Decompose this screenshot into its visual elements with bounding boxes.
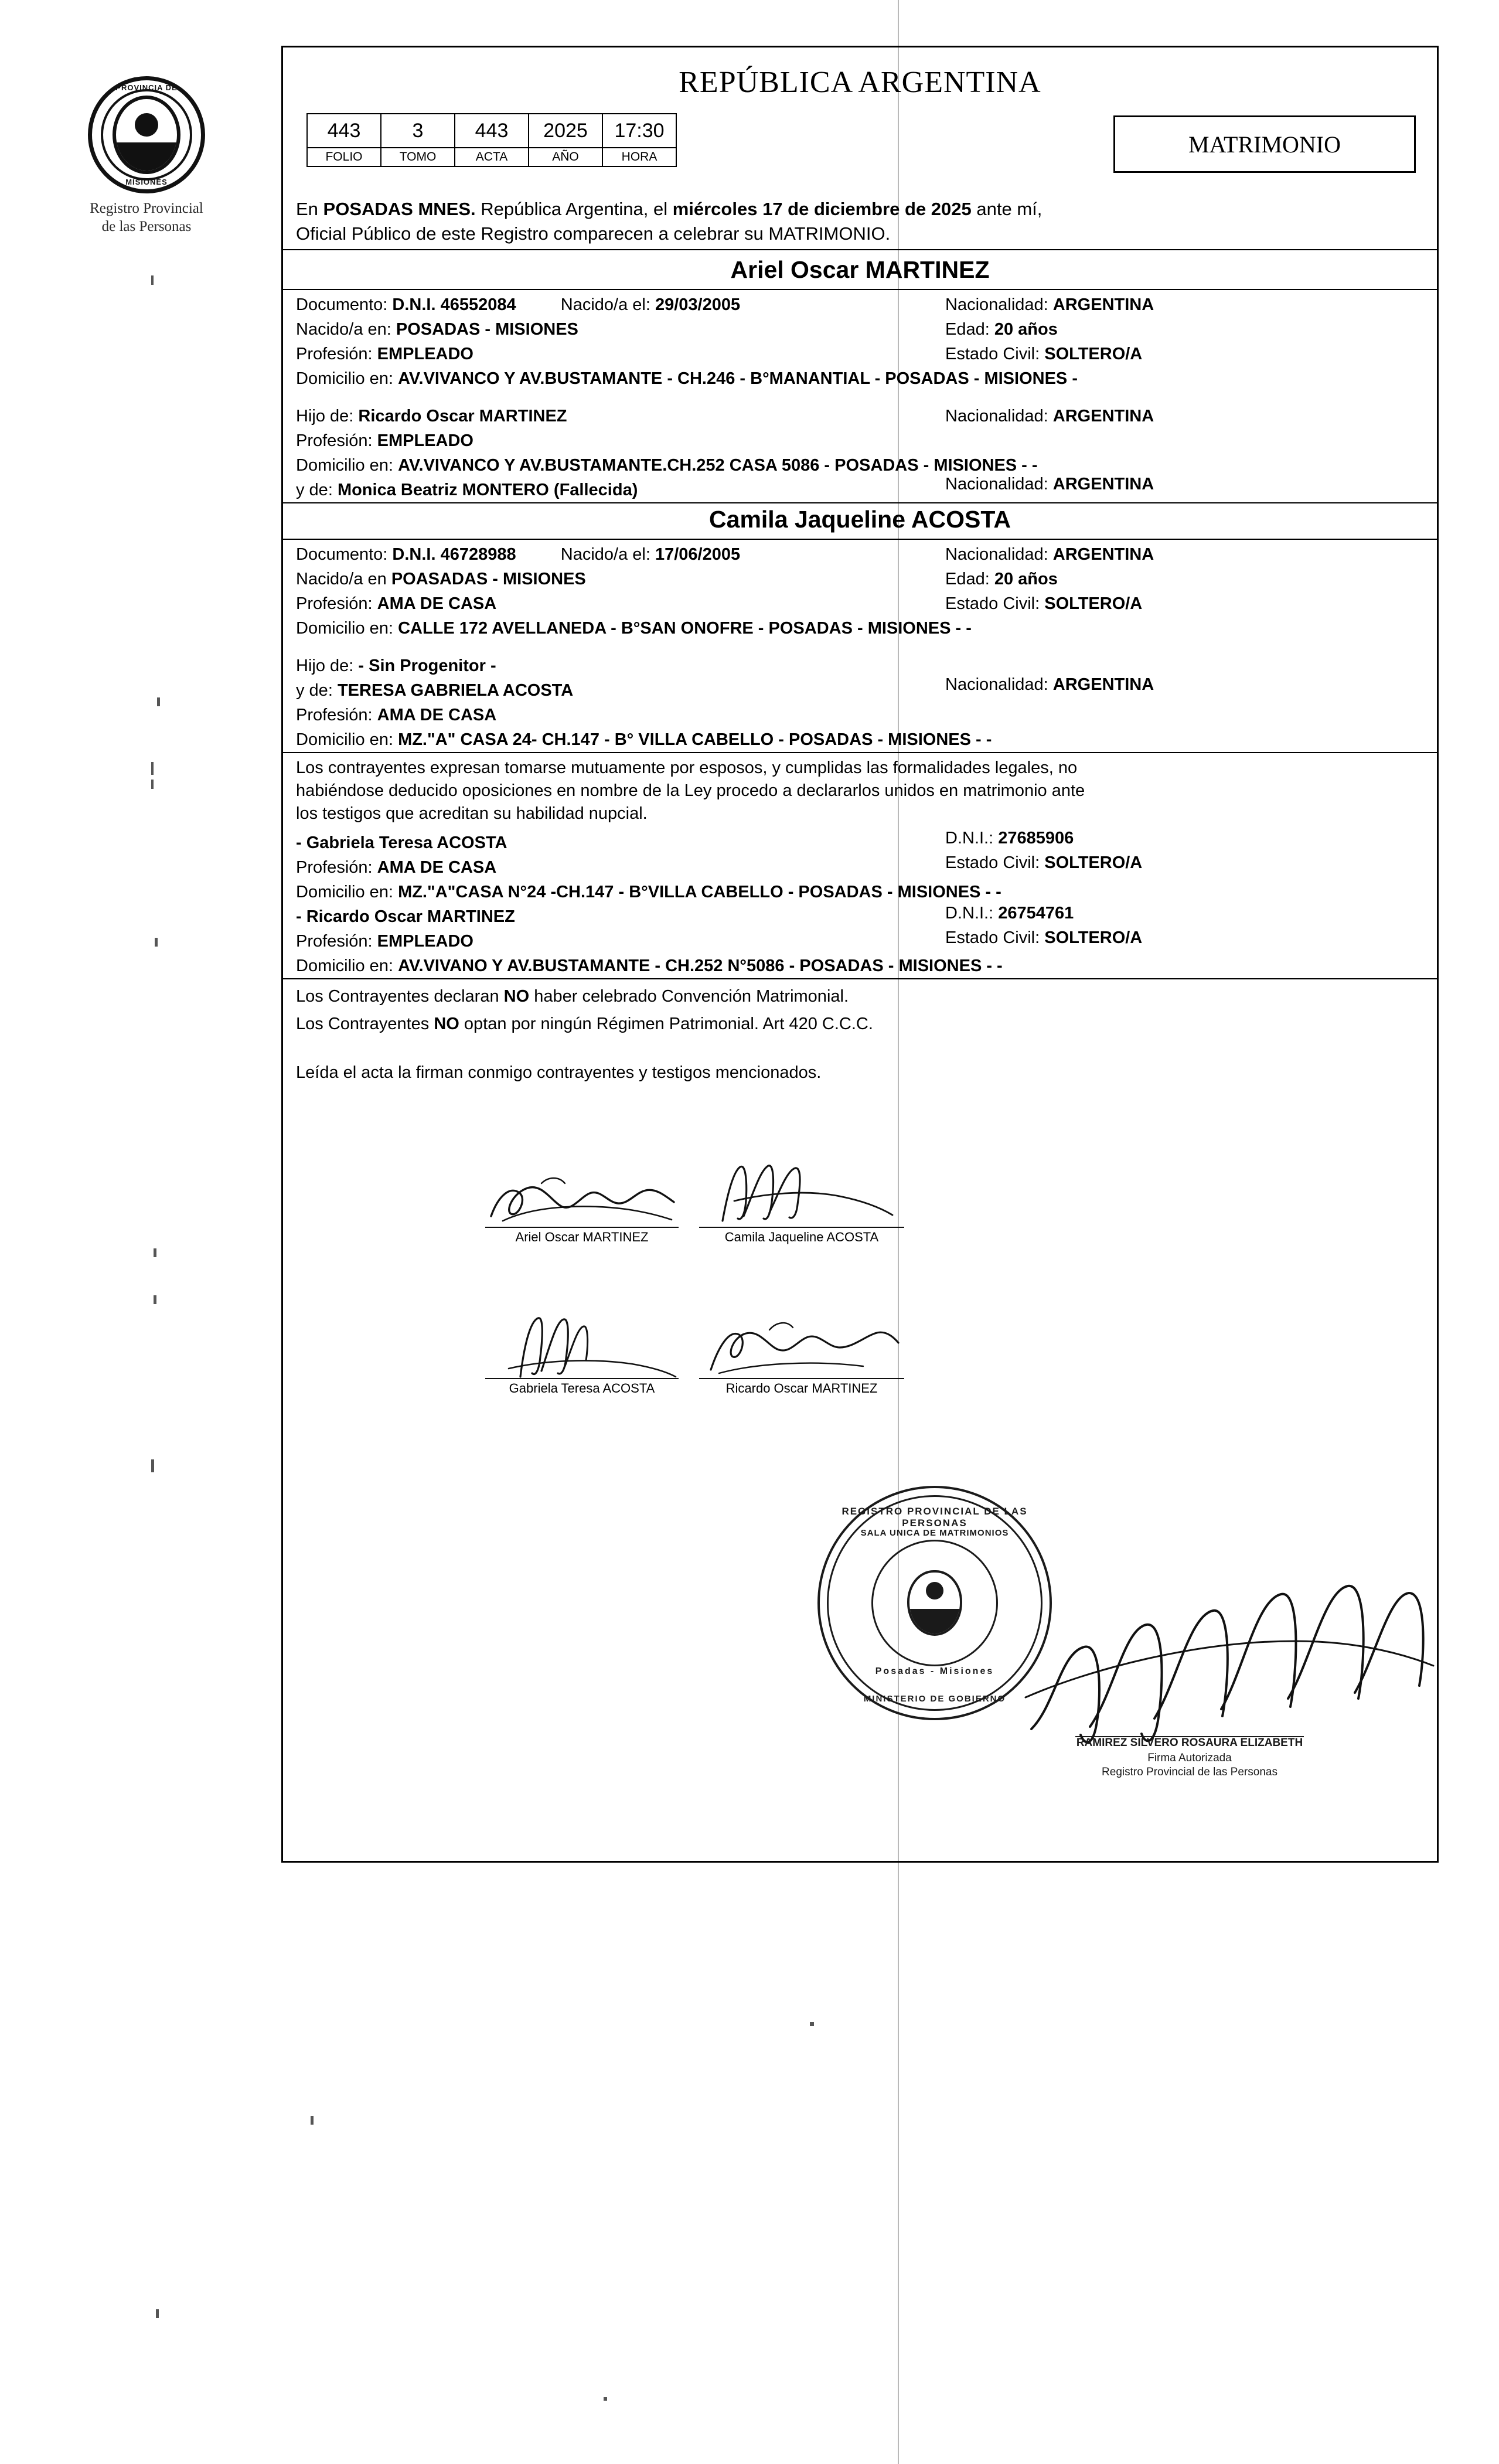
declaration-line-1: Los contrayentes expresan tomarse mutuamente por esposos, y cumplidas las formalidades legales, no <box>296 758 1078 777</box>
meta-anio-label: AÑO <box>529 148 602 166</box>
spouse1-nationality-label: Nacionalidad: <box>945 295 1048 314</box>
witness2-dni-label: D.N.I.: <box>945 904 994 923</box>
spouse2-nationality-row <box>945 543 1154 566</box>
spouse2-mother-address-row <box>296 729 992 751</box>
emblem-caption-line2: de las Personas <box>101 219 192 235</box>
witness2-civil-value: SOLTERO/A <box>1044 928 1143 947</box>
emblem-shield-icon <box>113 96 180 174</box>
spouse1-father-nationality-label: Nacionalidad: <box>945 407 1048 426</box>
intro-mid: República Argentina, el <box>475 199 673 219</box>
spouse2-address-value: CALLE 172 AVELLANEDA - B°SAN ONOFRE - POSADAS - MISIONES - - <box>398 619 972 638</box>
witness1-profession-row <box>296 856 496 879</box>
spouse2-age-row <box>945 568 1058 590</box>
spouse2-address-row <box>296 617 972 639</box>
spouse1-father-address-row <box>296 454 1038 477</box>
section-divider <box>283 539 1437 540</box>
stamp-shield-icon <box>907 1570 962 1636</box>
stamp-inner-top-text: SALA UNICA DE MATRIMONIOS <box>860 1528 1009 1538</box>
scan-speck <box>151 780 154 789</box>
spouse2-profession-row <box>296 593 496 615</box>
spouse2-civil-row <box>945 593 1142 615</box>
stamp-top-text: REGISTRO PROVINCIAL DE LAS PERSONAS <box>842 1506 1028 1529</box>
emblem-band <box>116 142 177 171</box>
intro-line-2: Oficial Público de este Registro comparecen a celebrar su MATRIMONIO. <box>296 223 891 244</box>
spouse2-profession-value: AMA DE CASA <box>377 594 497 613</box>
spouse1-birthplace-value: POSADAS - MISIONES <box>396 320 578 339</box>
emblem-caption-line1: Registro Provincial <box>90 200 203 216</box>
meta-folio-label: FOLIO <box>307 148 381 166</box>
emblem-top-text: PROVINCIA DE <box>115 83 178 92</box>
witness2-civil-row <box>945 927 1142 949</box>
scan-speck <box>810 2022 814 2026</box>
spouse2-civil-label: Estado Civil: <box>945 594 1040 613</box>
scan-speck <box>155 938 158 947</box>
spouse1-father-nationality-row <box>945 405 1154 427</box>
spouse2-age-value: 20 años <box>994 570 1058 588</box>
emblem-sun-icon <box>135 113 158 137</box>
spouse2-mother-label: y de: <box>296 681 333 700</box>
spouse1-age-label: Edad: <box>945 320 990 339</box>
spouse1-father-address-label: Domicilio en: <box>296 456 393 475</box>
signature-ink-witness1 <box>485 1312 679 1383</box>
meta-anio-value: 2025 <box>529 114 602 148</box>
spouse1-mother-label: y de: <box>296 481 333 499</box>
scan-speck <box>154 1295 156 1304</box>
spouse1-mother-nationality-row <box>945 473 1154 495</box>
spouse1-father-address-value: AV.VIVANCO Y AV.BUSTAMANTE.CH.252 CASA 5086 - POSADAS - MISIONES - - <box>398 456 1038 475</box>
witness1-name <box>296 832 507 854</box>
spouse2-father-value: - Sin Progenitor - <box>358 656 496 675</box>
intro-line-1 <box>296 197 1424 222</box>
section-divider <box>283 752 1437 753</box>
spouse1-father-value: Ricardo Oscar MARTINEZ <box>358 407 567 426</box>
spouse2-mother-row <box>296 679 573 702</box>
meta-hora-label: HORA <box>602 148 676 166</box>
spouse1-civil-value: SOLTERO/A <box>1044 345 1143 363</box>
spouse2-mother-address-label: Domicilio en: <box>296 730 393 749</box>
signature-block-witness1 <box>485 1378 679 1396</box>
signature-ink-witness2 <box>699 1317 904 1381</box>
spouse1-address-value: AV.VIVANCO Y AV.BUSTAMANTE - CH.246 - B°MANANTIAL - POSADAS - MISIONES - <box>398 369 1078 388</box>
spouse1-civil-row <box>945 343 1142 365</box>
meta-folio-value: 443 <box>307 114 381 148</box>
statement1-bold: NO <box>503 987 530 1006</box>
meta-tomo-value: 3 <box>381 114 455 148</box>
spouse1-father-profession-value: EMPLEADO <box>377 431 473 450</box>
stamp-sun-icon <box>926 1582 943 1599</box>
witness2-name-value: - Ricardo Oscar MARTINEZ <box>296 907 515 926</box>
section-divider <box>283 289 1437 290</box>
statement1-pre: Los Contrayentes declaran <box>296 987 504 1006</box>
spouse2-born-value: 17/06/2005 <box>655 545 741 564</box>
witness2-name <box>296 906 515 928</box>
spouse1-name: Ariel Oscar MARTINEZ <box>730 256 990 283</box>
spouse2-mother-nationality-row <box>945 673 1154 696</box>
spouse2-born-label: Nacido/a el: <box>560 545 650 564</box>
spouse2-age-label: Edad: <box>945 570 990 588</box>
spouse2-civil-value: SOLTERO/A <box>1044 594 1143 613</box>
signature-block-spouse2 <box>699 1227 904 1245</box>
spouse1-civil-label: Estado Civil: <box>945 345 1040 363</box>
spouse2-mother-value: TERESA GABRIELA ACOSTA <box>337 681 574 700</box>
witness1-civil-row <box>945 852 1142 874</box>
officer-role-line2: Registro Provincial de las Personas <box>1102 1766 1277 1778</box>
document-title: REPÚBLICA ARGENTINA <box>679 66 1041 99</box>
spouse2-mother-nationality-label: Nacionalidad: <box>945 675 1048 694</box>
spouse2-birthplace-value: POASADAS - MISIONES <box>391 570 586 588</box>
spouse2-mother-profession-row <box>296 704 496 726</box>
record-type-box <box>1113 115 1416 173</box>
meta-tomo-label: TOMO <box>381 148 455 166</box>
spouse1-document-value: D.N.I. 46552084 <box>392 295 516 314</box>
witness1-dni-value: 27685906 <box>998 829 1074 848</box>
spouse1-address-row <box>296 367 1078 390</box>
scan-speck <box>156 2309 159 2318</box>
scan-speck <box>157 697 160 706</box>
spouse1-nationality-value: ARGENTINA <box>1052 295 1154 314</box>
provincial-emblem <box>59 76 234 236</box>
intro-city: POSADAS MNES. <box>323 199 476 219</box>
table-row <box>307 148 676 166</box>
witness1-address-label: Domicilio en: <box>296 883 393 901</box>
statement1-post: haber celebrado Convención Matrimonial. <box>529 987 849 1006</box>
spouse1-mother-value: Monica Beatriz MONTERO (Fallecida) <box>337 481 638 499</box>
section-divider <box>283 502 1437 503</box>
spouse2-profession-label: Profesión: <box>296 594 373 613</box>
spouse2-birthplace-row <box>296 568 586 590</box>
statement2-bold: NO <box>434 1014 459 1033</box>
scan-speck <box>311 2116 314 2125</box>
emblem-bottom-text: MISIONES <box>125 178 168 186</box>
spouse1-age-value: 20 años <box>994 320 1058 339</box>
scan-speck <box>151 1459 154 1472</box>
signature-caption-witness2: Ricardo Oscar MARTINEZ <box>725 1381 878 1396</box>
witness1-profession-value: AMA DE CASA <box>377 858 497 877</box>
witness1-profession-label: Profesión: <box>296 858 373 877</box>
spouse2-name: Camila Jaqueline ACOSTA <box>709 506 1011 533</box>
spouse1-document-row <box>296 294 740 316</box>
spouse2-mother-address-value: MZ."A" CASA 24- CH.147 - B° VILLA CABELLO - POSADAS - MISIONES - - <box>398 730 992 749</box>
spouse1-document-label: Documento: <box>296 295 388 314</box>
spouse1-mother-nationality-value: ARGENTINA <box>1052 475 1154 494</box>
spouse2-document-label: Documento: <box>296 545 388 564</box>
spouse1-father-label: Hijo de: <box>296 407 354 426</box>
statement2-post: optan por ningún Régimen Patrimonial. Art 420 C.C.C. <box>459 1014 873 1033</box>
meta-acta-value: 443 <box>455 114 529 148</box>
witness1-name-value: - Gabriela Teresa ACOSTA <box>296 833 507 852</box>
witness2-profession-value: EMPLEADO <box>377 932 473 951</box>
witness1-civil-label: Estado Civil: <box>945 853 1040 872</box>
signature-caption-spouse1: Ariel Oscar MARTINEZ <box>515 1230 649 1244</box>
officer-role-line1: Firma Autorizada <box>1147 1752 1232 1764</box>
stamp-band <box>909 1609 960 1633</box>
spouse1-born-label: Nacido/a el: <box>560 295 650 314</box>
spouse2-document-value: D.N.I. 46728988 <box>392 545 516 564</box>
meta-acta-label: ACTA <box>455 148 529 166</box>
spouse2-father-label: Hijo de: <box>296 656 354 675</box>
statement-line-2 <box>296 1008 1427 1036</box>
spouse1-birthplace-row <box>296 318 578 341</box>
section-divider <box>283 249 1437 250</box>
spouse1-father-profession-row <box>296 430 473 452</box>
spouse1-age-row <box>945 318 1058 341</box>
signature-caption-spouse2: Camila Jaqueline ACOSTA <box>724 1230 879 1244</box>
stamp-bottom-text-2: MINISTERIO DE GOBIERNO <box>863 1694 1006 1704</box>
signature-ink-spouse1 <box>485 1173 679 1229</box>
spouse2-document-row <box>296 543 740 566</box>
intro-paragraph <box>296 197 1424 246</box>
witness2-address-value: AV.VIVANO Y AV.BUSTAMANTE - CH.252 N°5086 - POSADAS - MISIONES - - <box>398 957 1003 975</box>
scan-speck <box>154 1248 156 1257</box>
statement2-pre: Los Contrayentes <box>296 1014 434 1033</box>
spouse1-father-profession-label: Profesión: <box>296 431 373 450</box>
scan-speck <box>604 2397 607 2401</box>
spouse2-mother-profession-value: AMA DE CASA <box>377 706 497 724</box>
witness1-dni-label: D.N.I.: <box>945 829 994 848</box>
witness2-profession-label: Profesión: <box>296 932 373 951</box>
declaration-line-2: habiéndose deducido oposiciones en nombre de la Ley procedo a declararlos unidos en matrimonio ante <box>296 781 1085 800</box>
witness1-address-value: MZ."A"CASA N°24 -CH.147 - B°VILLA CABELLO - POSADAS - MISIONES - - <box>398 883 1001 901</box>
witness2-dni-row <box>945 902 1074 924</box>
section-divider <box>283 978 1437 979</box>
spouse1-mother-nationality-label: Nacionalidad: <box>945 475 1048 494</box>
signature-block-spouse1 <box>485 1227 679 1245</box>
spouse1-born-value: 29/03/2005 <box>655 295 741 314</box>
signature-block-witness2 <box>699 1378 904 1396</box>
spouse1-birthplace-label: Nacido/a en: <box>296 320 391 339</box>
scan-speck <box>151 762 154 775</box>
meta-hora-value: 17:30 <box>602 114 676 148</box>
intro-post: ante mí, <box>971 199 1043 219</box>
spouse2-nationality-value: ARGENTINA <box>1052 545 1154 564</box>
spouse2-nationality-label: Nacionalidad: <box>945 545 1048 564</box>
spouse1-mother-row <box>296 479 638 501</box>
signature-caption-witness1: Gabriela Teresa ACOSTA <box>509 1381 655 1396</box>
intro-pre: En <box>296 199 323 219</box>
spouse2-mother-profession-label: Profesión: <box>296 706 373 724</box>
statements-block <box>296 985 1427 1084</box>
declaration-line-3: los testigos que acreditan su habilidad nupcial. <box>296 804 648 823</box>
spouse1-profession-value: EMPLEADO <box>377 345 473 363</box>
spouse1-father-nationality-value: ARGENTINA <box>1052 407 1154 426</box>
official-round-stamp <box>817 1486 1052 1720</box>
officer-name: RAMIREZ SILVERO ROSAURA ELIZABETH <box>1076 1737 1303 1749</box>
witness2-address-row <box>296 955 1003 977</box>
spouse2-birthplace-label: Nacido/a en <box>296 570 387 588</box>
spouse2-address-label: Domicilio en: <box>296 619 393 638</box>
witness2-dni-value: 26754761 <box>998 904 1074 923</box>
stamp-bottom-text: Posadas - Misiones <box>875 1666 994 1676</box>
record-meta-table <box>306 113 677 167</box>
intro-date: miércoles 17 de diciembre de 2025 <box>672 199 972 219</box>
spouse1-address-label: Domicilio en: <box>296 369 393 388</box>
record-type-label: MATRIMONIO <box>1188 131 1341 158</box>
table-row <box>307 114 676 148</box>
emblem-caption <box>59 199 234 236</box>
spouse1-nationality-row <box>945 294 1154 316</box>
spouse1-profession-row <box>296 343 473 365</box>
spouse1-father-row <box>296 405 567 427</box>
witness1-dni-row <box>945 827 1074 849</box>
emblem-graphic <box>88 76 205 193</box>
scan-speck <box>151 275 154 285</box>
signature-ink-spouse2 <box>699 1160 904 1230</box>
witness2-profession-row <box>296 930 473 952</box>
closing-line: Leída el acta la firman conmigo contrayentes y testigos mencionados. <box>296 1063 822 1082</box>
spouse1-profession-label: Profesión: <box>296 345 373 363</box>
spouse2-father-row <box>296 655 496 677</box>
witness2-address-label: Domicilio en: <box>296 957 393 975</box>
spouse2-mother-nationality-value: ARGENTINA <box>1052 675 1154 694</box>
witness2-civil-label: Estado Civil: <box>945 928 1040 947</box>
witness1-address-row <box>296 881 1001 903</box>
witness1-civil-value: SOLTERO/A <box>1044 853 1143 872</box>
declaration-paragraph <box>296 757 1427 825</box>
statement-line-1 <box>296 985 1427 1008</box>
